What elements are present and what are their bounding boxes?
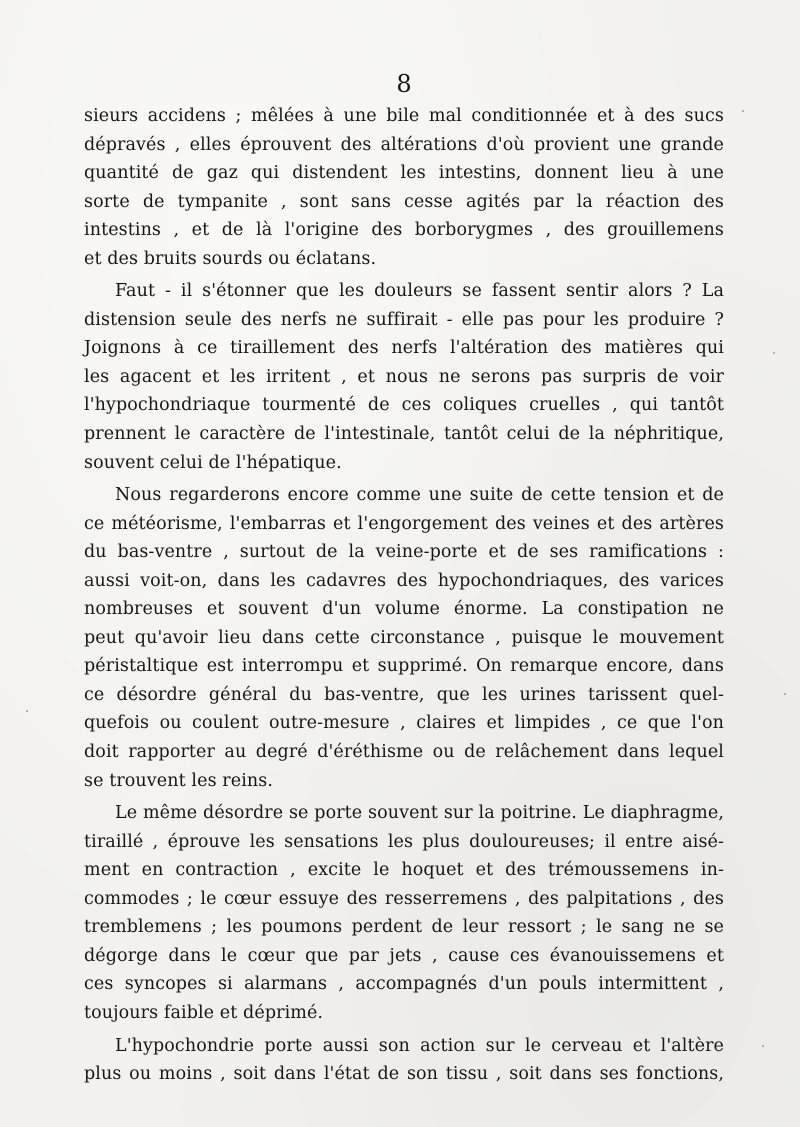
text-line: quefois ou coulent outre-mesure , claires et limpides , ce que l'on [84, 713, 724, 734]
text-line: ce météorisme, l'embarras et l'engorgement des veines et des artères [84, 513, 724, 534]
paper-speck [742, 110, 744, 112]
text-line: aussi voit-on, dans les cadavres des hypochondriaques, des varices [84, 570, 724, 591]
text-line: sorte de tympanite , sont sans cesse agités par la réaction des [84, 191, 724, 212]
text-line: tremblemens ; les poumons perdent de leur ressort ; le sang ne se [84, 917, 724, 938]
text-line: se trouvent les reins. [84, 770, 274, 791]
text-line: L'hypochondrie porte aussi son action sur le cerveau et l'altère [115, 1035, 724, 1056]
text-line: tiraillé , éprouve les sensations les plus douloureuses; il entre aisé- [84, 831, 724, 852]
paper-speck [773, 352, 775, 354]
text-line: souvent celui de l'hépatique. [84, 452, 342, 473]
text-line: péristaltique est interrompu et supprimé. On remarque encore, dans [84, 656, 724, 677]
text-line: nombreuses et souvent d'un volume énorme. La constipation ne [84, 599, 724, 620]
paper-speck [26, 710, 28, 712]
text-line: Nous regarderons encore comme une suite de cette tension et de [115, 485, 724, 506]
text-line: l'hypochondriaque tourmenté de ces coliques cruelles , qui tantôt [84, 395, 724, 416]
text-line: commodes ; le cœur essuye des resserremens , des palpitations , des [84, 888, 724, 909]
paper-speck [762, 1045, 764, 1047]
text-line: et des bruits sourds ou éclatans. [84, 248, 377, 269]
paragraph [84, 277, 724, 477]
paragraph [84, 799, 724, 1027]
text-line: intestins , et de là l'origine des borborygmes , des grouillemens [84, 220, 724, 241]
text-line: peut qu'avoir lieu dans cette circonstance , puisque le mouvement [84, 627, 724, 648]
text-line: ces syncopes si alarmans , accompagnés d'un pouls intermittent , [84, 974, 724, 995]
paragraph [84, 1032, 724, 1089]
page-number: 8 [396, 70, 412, 98]
text-line: du bas-ventre , surtout de la veine-porte et de ses ramifications : [84, 542, 724, 563]
text-line: ment en contraction , excite le hoquet et des trémoussemens in- [84, 860, 724, 881]
text-line: ce désordre général du bas-ventre, que les urines tarissent quel- [84, 684, 724, 705]
paper-speck [784, 693, 786, 695]
text-line: dépravés , elles éprouvent des altérations d'où provient une grande [84, 134, 724, 155]
text-line: Faut - il s'étonner que les douleurs se fassent sentir alors ? La [115, 281, 724, 302]
text-line: prennent le caractère de l'intestinale, tantôt celui de la néphritique, [84, 424, 724, 445]
text-line: plus ou moins , soit dans l'état de son tissu , soit dans ses fonctions, [84, 1064, 724, 1085]
text-line: sieurs accidens ; mêlées à une bile mal conditionnée et à des sucs [84, 106, 724, 126]
text-line: toujours faible et déprimé. [84, 1002, 324, 1023]
text-line: Le même désordre se porte souvent sur la poitrine. Le diaphragme, [115, 803, 724, 824]
text-line: dégorge dans le cœur que par jets , cause ces évanouissemens et [84, 945, 724, 966]
paragraph [84, 102, 724, 273]
paragraph [84, 481, 724, 795]
body-text [84, 102, 724, 1089]
text-line: doit rapporter au degré d'éréthisme ou de relâchement dans lequel [84, 742, 724, 763]
text-line: les agacent et les irritent , et nous ne serons pas surpris de voir [84, 366, 724, 387]
text-line: Joignons à ce tiraillement des nerfs l'altération des matières qui [84, 338, 724, 359]
text-line: quantité de gaz qui distendent les intestins, donnent lieu à une [84, 163, 724, 184]
text-line: distension seule des nerfs ne suffirait - elle pas pour les produire ? [84, 309, 724, 330]
